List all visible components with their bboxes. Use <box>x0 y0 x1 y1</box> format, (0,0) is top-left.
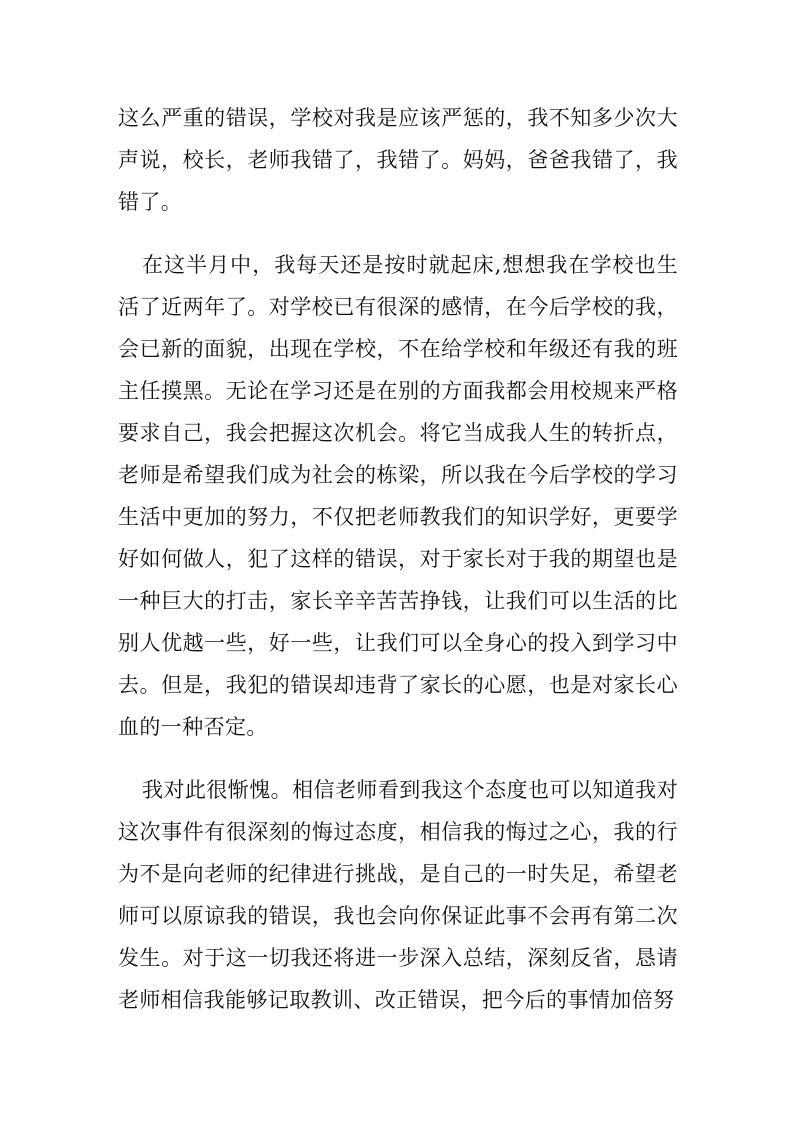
paragraph-2: 在这半月中，我每天还是按时就起床,想想我在学校也生活了近两年了。对学校已有很深的感情，在今后学校的我，会已新的面貌，出现在学校，不在给学校和年级还有我的班主任摸黑。无论在学习还是在别的方面我都会用校规来严格要求自己，我会把握这次机会。将它当成我人生的转折点，老师是希望我们成为社会的栋梁，所以我在今后学校的学习生活中更加的努力，不仅把老师教我们的知识学好，更要学好如何做人，犯了这样的错误，对于家长对于我的期望也是一种巨大的打击，家长辛辛苦苦挣钱，让我们可以生活的比别人优越一些，好一些，让我们可以全身心的投入到学习中去。但是，我犯的错误却违背了家长的心愿，也是对家长心血的一种否定。 <box>118 253 678 739</box>
paragraph-3: 我对此很惭愧。相信老师看到我这个态度也可以知道我对这次事件有很深刻的悔过态度，相信我的悔过之心，我的行为不是向老师的纪律进行挑战，是自己的一时失足，希望老师可以原谅我的错误，我也会向你保证此事不会再有第二次发生。对于这一切我还将进一步深入总结，深刻反省，恳请老师相信我能够记取教训、改正错误，把今后的事情加倍努 <box>118 778 678 1012</box>
document-body <box>118 97 678 1021</box>
paragraph-1: 这么严重的错误，学校对我是应该严惩的，我不知多少次大声说，校长，老师我错了，我错了。妈妈，爸爸我错了，我错了。 <box>118 106 678 214</box>
